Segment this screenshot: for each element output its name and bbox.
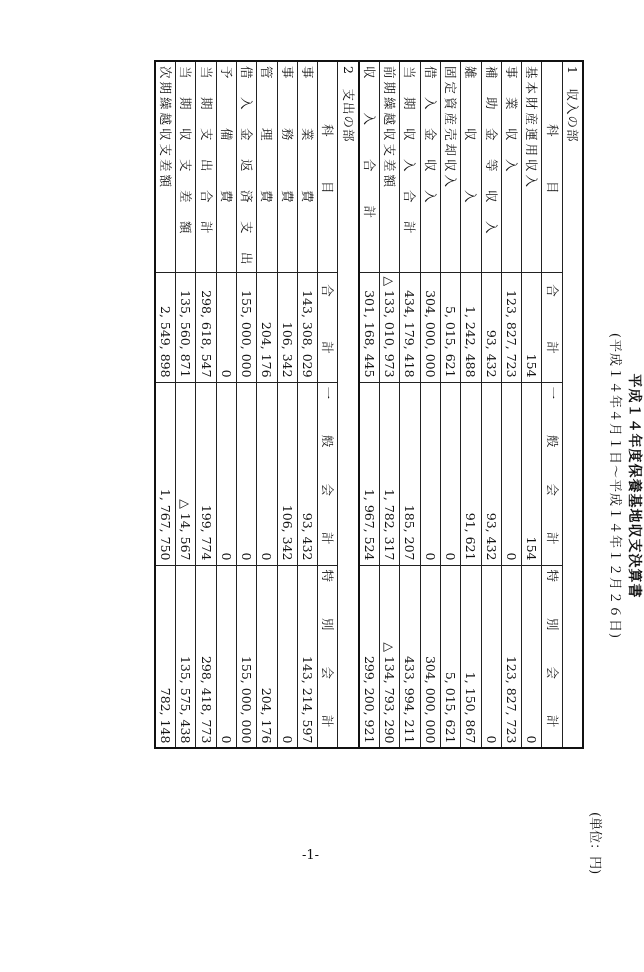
row-total-value: 301, 168, 445	[359, 272, 380, 382]
row-item-label: 当 期 収 支 差 額	[176, 61, 196, 272]
table-row	[359, 61, 380, 748]
column-header: 特 別 会 計	[318, 565, 338, 748]
column-header: 一 般 会 計	[542, 382, 562, 565]
row-total-value: 1, 242, 488	[461, 272, 481, 382]
row-total-value: 298, 618, 547	[196, 272, 216, 382]
row-total-value: 106, 342	[277, 272, 297, 382]
row-special-value: 433, 994, 211	[400, 565, 420, 748]
row-special-value: 143, 214, 597	[297, 565, 317, 748]
row-general-value: 185, 207	[400, 382, 420, 565]
row-special-value: 298, 418, 773	[196, 565, 216, 748]
row-total-value: 434, 179, 418	[400, 272, 420, 382]
row-special-value: 0	[216, 565, 236, 748]
row-total-value: 123, 827, 723	[501, 272, 521, 382]
header-row	[318, 61, 338, 748]
document-title: 平成１４年度保養基地収支決算書	[626, 373, 642, 599]
row-general-value: 106, 342	[277, 382, 297, 565]
row-item-label: 事 務 費	[277, 61, 297, 272]
table-row	[297, 61, 317, 748]
row-general-value: 93, 432	[297, 382, 317, 565]
section-label-row	[338, 61, 359, 748]
header-row	[542, 61, 562, 748]
row-special-value: 299, 200, 921	[359, 565, 380, 748]
row-item-label: 前期繰越収支差額	[380, 61, 400, 272]
row-general-value: 0	[216, 382, 236, 565]
settlement-table	[154, 60, 584, 749]
row-special-value: △ 134, 793, 290	[380, 565, 400, 748]
row-total-value: 0	[216, 272, 236, 382]
row-item-label: 事 業 収 入	[501, 61, 521, 272]
row-special-value: 0	[277, 565, 297, 748]
column-header: 合 計	[542, 272, 562, 382]
table-row	[400, 61, 420, 748]
row-item-label: 管 理 費	[257, 61, 277, 272]
table-row	[257, 61, 277, 748]
row-item-label: 補 助 金 等 収 入	[481, 61, 501, 272]
table-row	[440, 61, 460, 748]
row-general-value: 1, 782, 317	[380, 382, 400, 565]
row-total-value: 143, 308, 029	[297, 272, 317, 382]
row-special-value: 1, 150, 867	[461, 565, 481, 748]
row-item-label: 収 入 合 計	[359, 61, 380, 272]
row-special-value: 5, 015, 621	[440, 565, 460, 748]
section-label-row	[562, 61, 583, 748]
table-row	[481, 61, 501, 748]
row-general-value: 154	[522, 382, 542, 565]
document-period: (平成１４年４月１日～平成１４年１２月２６日)	[607, 332, 622, 640]
table-row	[155, 61, 176, 748]
table-row	[196, 61, 216, 748]
column-header: 科 目	[318, 61, 338, 272]
row-item-label: 予 備 費	[216, 61, 236, 272]
row-item-label: 基本財産運用収入	[522, 61, 542, 272]
row-item-label: 当 期 収 入 合 計	[400, 61, 420, 272]
table-row	[501, 61, 521, 748]
row-general-value: 199, 774	[196, 382, 216, 565]
table-row	[420, 61, 440, 748]
row-general-value: 0	[440, 382, 460, 565]
row-item-label: 事 業 費	[297, 61, 317, 272]
table-row	[380, 61, 400, 748]
row-item-label: 借 入 金 返 済 支 出	[236, 61, 256, 272]
row-item-label: 当 期 支 出 合 計	[196, 61, 216, 272]
row-item-label: 借 入 金 収 入	[420, 61, 440, 272]
row-item-label: 固定資産売却収入	[440, 61, 460, 272]
row-special-value: 123, 827, 723	[501, 565, 521, 748]
table-row	[522, 61, 542, 748]
row-general-value: 1, 967, 524	[359, 382, 380, 565]
row-general-value: 91, 621	[461, 382, 481, 565]
row-general-value: △ 14, 567	[176, 382, 196, 565]
table-row	[216, 61, 236, 748]
section-label: 2 支出の部	[338, 61, 359, 748]
row-special-value: 0	[481, 565, 501, 748]
column-header: 特 別 会 計	[542, 565, 562, 748]
column-header: 合 計	[318, 272, 338, 382]
row-total-value: 154	[522, 272, 542, 382]
row-general-value: 0	[236, 382, 256, 565]
row-special-value: 204, 176	[257, 565, 277, 748]
row-special-value: 135, 575, 438	[176, 565, 196, 748]
row-general-value: 93, 432	[481, 382, 501, 565]
table-row	[461, 61, 481, 748]
row-total-value: △ 133, 010, 973	[380, 272, 400, 382]
row-general-value: 0	[420, 382, 440, 565]
page-number: -1-	[302, 848, 320, 863]
table-row	[236, 61, 256, 748]
section-label: 1 収入の部	[562, 61, 583, 748]
column-header: 科 目	[542, 61, 562, 272]
table-row	[176, 61, 196, 748]
row-total-value: 304, 000, 000	[420, 272, 440, 382]
row-total-value: 204, 176	[257, 272, 277, 382]
row-special-value: 304, 000, 000	[420, 565, 440, 748]
unit-label: (単位：円)	[587, 812, 602, 875]
row-general-value: 0	[501, 382, 521, 565]
row-total-value: 155, 000, 000	[236, 272, 256, 382]
row-total-value: 2, 549, 898	[155, 272, 176, 382]
column-header: 一 般 会 計	[318, 382, 338, 565]
row-total-value: 93, 432	[481, 272, 501, 382]
row-special-value: 782, 148	[155, 565, 176, 748]
row-item-label: 次期繰越収支差額	[155, 61, 176, 272]
row-general-value: 0	[257, 382, 277, 565]
row-total-value: 5, 015, 621	[440, 272, 460, 382]
row-special-value: 0	[522, 565, 542, 748]
row-item-label: 雑 収 入	[461, 61, 481, 272]
row-general-value: 1, 767, 750	[155, 382, 176, 565]
row-special-value: 155, 000, 000	[236, 565, 256, 748]
table-row	[277, 61, 297, 748]
row-total-value: 135, 560, 871	[176, 272, 196, 382]
